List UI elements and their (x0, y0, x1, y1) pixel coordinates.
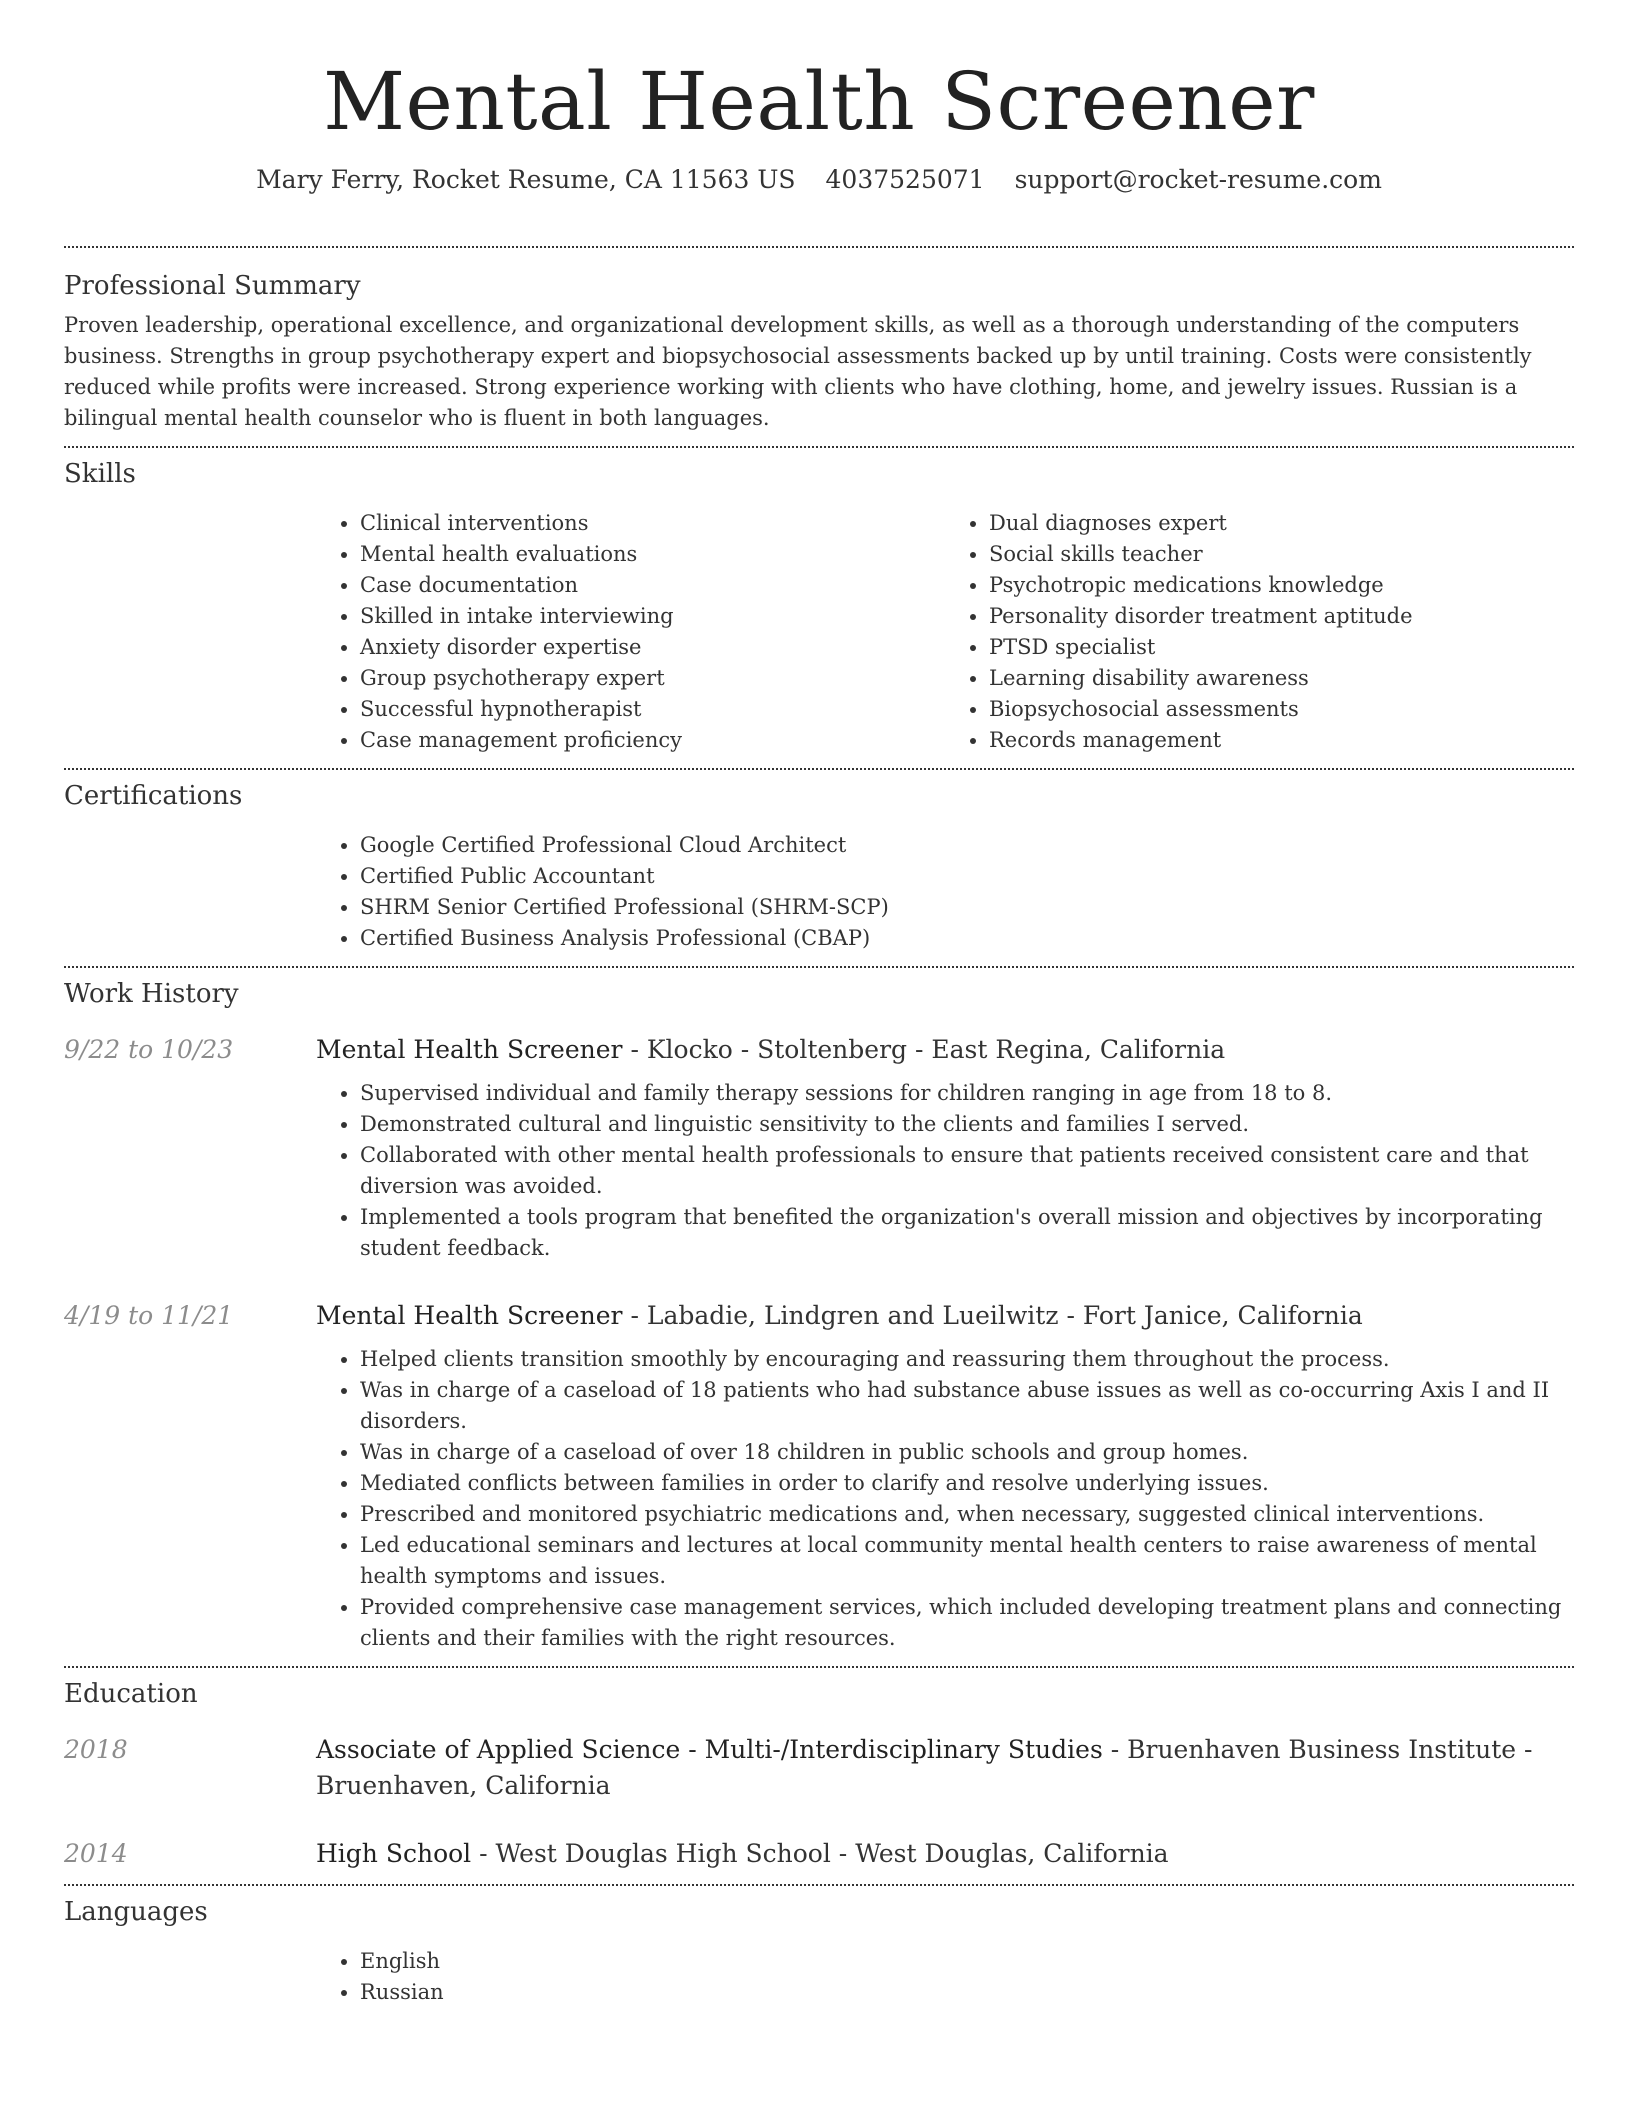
work-history-heading: Work History (64, 979, 239, 1009)
summary-text: Proven leadership, operational excellence, and organizational development skills, as well as a thorough understanding of the computers business. Strengths in group psychotherapy expert and biopsychosocial assessments backed up by until training. Costs were consistently reduced while profits were increased. Strong experience working with clients who have clothing, home, and jewelry issues. Russian is a bilingual mental health counselor who is fluent in both languages. (64, 313, 1532, 430)
skill-item: • Case management proficiency (360, 725, 945, 756)
skills-list-right (945, 508, 1574, 756)
languages-list (316, 1946, 1574, 2008)
skill-item: • Clinical interventions (360, 508, 945, 539)
skills-list-left (316, 508, 945, 756)
job-role: Mental Health Screener (316, 1301, 623, 1330)
job-bullet: • Supervised individual and family therapy sessions for children ranging in age from 18 to 8. (360, 1078, 1574, 1109)
certification-item: • Certified Business Analysis Professional (CBAP) (360, 923, 1574, 954)
languages-heading: Languages (64, 1897, 208, 1927)
job-bullet: • Demonstrated cultural and linguistic sensitivity to the clients and families I served. (360, 1109, 1574, 1140)
job-bullet: • Collaborated with other mental health professionals to ensure that patients received consistent care and that diversion was avoided. (360, 1140, 1574, 1202)
resume-title: Mental Health Screener (323, 55, 1315, 148)
skill-item: • Anxiety disorder expertise (360, 632, 945, 663)
job-dates: 4/19 to 11/21 (64, 1301, 234, 1330)
skill-item: • Group psychotherapy expert (360, 663, 945, 694)
certification-item: • Google Certified Professional Cloud Architect (360, 830, 1574, 861)
education-entry (64, 1836, 1574, 1872)
job-entry (64, 1298, 1574, 1334)
contact-line (64, 162, 1574, 198)
job-bullet: • Implemented a tools program that benefited the organization's overall mission and objectives by incorporating student feedback. (360, 1202, 1574, 1264)
certifications-heading: Certifications (64, 781, 243, 811)
education-details: - West Douglas High School - West Douglas, California (471, 1839, 1169, 1868)
contact-phone: 4037525071 (825, 165, 985, 194)
resume-page (64, 0, 1574, 2008)
education-year: 2018 (64, 1735, 128, 1764)
skill-item: • Biopsychosocial assessments (989, 694, 1574, 725)
job-title (316, 1298, 1363, 1334)
education-degree: Associate of Applied Science - Multi-/Interdisciplinary Studies (316, 1735, 1103, 1764)
job-role: Mental Health Screener (316, 1035, 623, 1064)
certifications-list (316, 830, 1574, 954)
education-title (316, 1732, 1574, 1804)
job-details: - Labadie, Lindgren and Lueilwitz - Fort Janice, California (622, 1301, 1363, 1330)
certification-item: • SHRM Senior Certified Professional (SHRM-SCP) (360, 892, 1574, 923)
skill-item: • Successful hypnotherapist (360, 694, 945, 725)
education-details: - Bruenhaven Business Institute - Bruenhaven, California (316, 1735, 1533, 1800)
certification-item: • Certified Public Accountant (360, 861, 1574, 892)
contact-address: Mary Ferry, Rocket Resume, CA 11563 US (256, 165, 796, 194)
skill-item: • Dual diagnoses expert (989, 508, 1574, 539)
skill-item: • Records management (989, 725, 1574, 756)
education-entry (64, 1732, 1574, 1804)
education-title (316, 1836, 1169, 1872)
education-heading: Education (64, 1679, 198, 1709)
language-item: • English (360, 1946, 1574, 1977)
skill-item: • Learning disability awareness (989, 663, 1574, 694)
job-entry (64, 1032, 1574, 1068)
languages-section (64, 1886, 1574, 2008)
job-dates: 9/22 to 10/23 (64, 1035, 234, 1064)
skill-item: • Psychotropic medications knowledge (989, 570, 1574, 601)
job-bullet: • Mediated conflicts between families in order to clarify and resolve underlying issues. (360, 1468, 1574, 1499)
job-bullet: • Led educational seminars and lectures at local community mental health centers to raise awareness of mental health symptoms and issues. (360, 1530, 1574, 1592)
skill-item: • Case documentation (360, 570, 945, 601)
job-bullets (316, 1078, 1574, 1264)
skill-item: • Mental health evaluations (360, 539, 945, 570)
job-bullets (316, 1344, 1574, 1654)
education-degree: High School (316, 1839, 472, 1868)
job-bullet: • Was in charge of a caseload of over 18 children in public schools and group homes. (360, 1437, 1574, 1468)
work-history-section (64, 968, 1574, 1666)
job-title (316, 1032, 1225, 1068)
job-bullet: • Provided comprehensive case management services, which included developing treatment plans and connecting clients and their families with the right resources. (360, 1592, 1574, 1654)
skill-item: • Social skills teacher (989, 539, 1574, 570)
job-bullet: • Prescribed and monitored psychiatric medications and, when necessary, suggested clinical interventions. (360, 1499, 1574, 1530)
education-section (64, 1668, 1574, 1884)
summary-heading: Professional Summary (64, 271, 361, 301)
contact-email: support@rocket-resume.com (1014, 165, 1382, 194)
job-details: - Klocko - Stoltenberg - East Regina, California (622, 1035, 1226, 1064)
language-item: • Russian (360, 1977, 1574, 2008)
job-bullet: • Helped clients transition smoothly by encouraging and reassuring them throughout the process. (360, 1344, 1574, 1375)
skills-section (64, 448, 1574, 768)
skill-item: • Skilled in intake interviewing (360, 601, 945, 632)
skill-item: • Personality disorder treatment aptitude (989, 601, 1574, 632)
skills-columns (316, 508, 1574, 756)
skills-heading: Skills (64, 459, 136, 489)
job-bullet: • Was in charge of a caseload of 18 patients who had substance abuse issues as well as co-occurring Axis I and II disorders. (360, 1375, 1574, 1437)
education-year: 2014 (64, 1839, 128, 1868)
skill-item: • PTSD specialist (989, 632, 1574, 663)
certifications-section (64, 770, 1574, 966)
summary-section (64, 248, 1574, 446)
